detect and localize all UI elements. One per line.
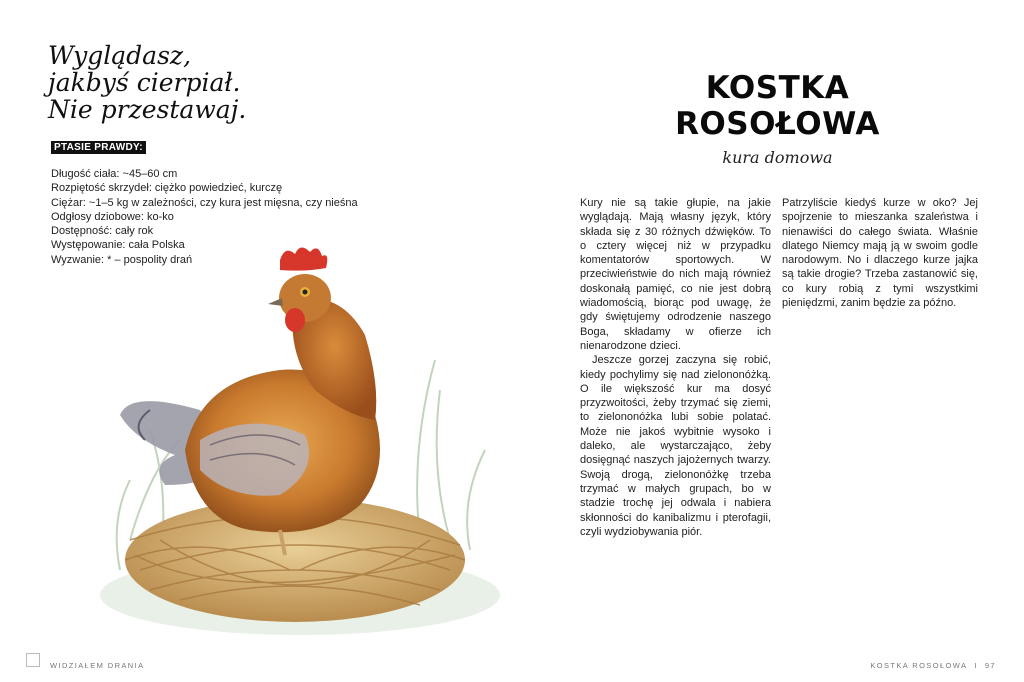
- article-title-line: KOSTKA: [705, 70, 850, 106]
- fact-item: Długość ciała: ~45–60 cm: [51, 168, 178, 180]
- fact-item: Występowanie: cała Polska: [51, 239, 185, 252]
- fact-item: Dostępność: cały rok: [51, 225, 154, 238]
- footer-section-label: KOSTKA ROSOŁOWA: [870, 661, 968, 670]
- footer-section-right: [870, 661, 996, 670]
- body-column-1: [580, 196, 771, 539]
- pull-quote-line: jakbyś cierpiał.: [48, 68, 241, 97]
- hen-in-nest-illustration: [90, 240, 510, 650]
- article-title: [640, 70, 915, 142]
- fact-item: Odgłosy dziobowe: ko-ko: [51, 210, 174, 223]
- article-title-line: ROSOŁOWA: [675, 106, 880, 142]
- fact-item: Ciężar: ~1–5 kg w zależności, czy kura jest mięsna, czy nieśna: [51, 196, 358, 209]
- page-number: 97: [984, 661, 996, 670]
- square-icon: [26, 653, 40, 667]
- pull-quote: [48, 42, 348, 123]
- body-paragraph: Jeszcze gorzej zaczyna się robić, kiedy pochylimy się nad zielononóżką. O ile większość kur ma dosyć przyzwoitości, żeby trzymać się ziemi, to zielononóżka lubi sobie polatać. Może nie jakoś wybitnie wysoko i daleko, ale wystarczająco, żeby dosięgnąć naszych jajożernych twarzy. Swoją drogą, zielononóżkę trzeba trzymać w małych grupach, bo w stadzie trochę jej odwala i nabiera skłonności do kanibalizmu i pterofagii, czyli wydziobywania piór.: [580, 354, 771, 538]
- facts-label: PTASIE PRAWDY:: [51, 141, 146, 154]
- fact-item: Rozpiętość skrzydeł: ciężko powiedzieć, kurczę: [51, 182, 283, 195]
- body-column-2: [782, 196, 978, 310]
- pull-quote-line: Nie przestawaj.: [48, 95, 247, 124]
- body-paragraph: Patrzyliście kiedyś kurze w oko? Jej spojrzenie to mieszanka szaleństwa i nienawiści do całego świata. Właśnie dlatego Niemcy mają ją w swoim godle narodowym. No i dlaczego kurze jajka są takie drogie? Trzeba zastanowić się, co kury robią z tymi wszystkimi pieniędzmi, zanim będzie za późno.: [782, 197, 978, 310]
- article-subtitle: kura domowa: [722, 148, 833, 167]
- footer-separator: I: [974, 661, 978, 670]
- footer-section-left: WIDZIAŁEM DRANIA: [50, 661, 145, 670]
- pull-quote-line: Wyglądasz,: [48, 41, 192, 70]
- body-paragraph: Kury nie są takie głupie, na jakie wyglądają. Mają własny język, który składa się z 30 różnych dźwięków. To o cztery więcej niż w przypadku komentatorów sportowych. W przeciwieństwie do nich mają również doskonałą pamięć, co nie jest dobrą wiadomością, biorąc pod uwagę, że gdy świętujemy odrodzenie naszego Boga, składamy w ofierze ich nienarodzone dzieci.: [580, 197, 771, 352]
- fact-item: Wyzwanie: * – pospolity drań: [51, 253, 193, 266]
